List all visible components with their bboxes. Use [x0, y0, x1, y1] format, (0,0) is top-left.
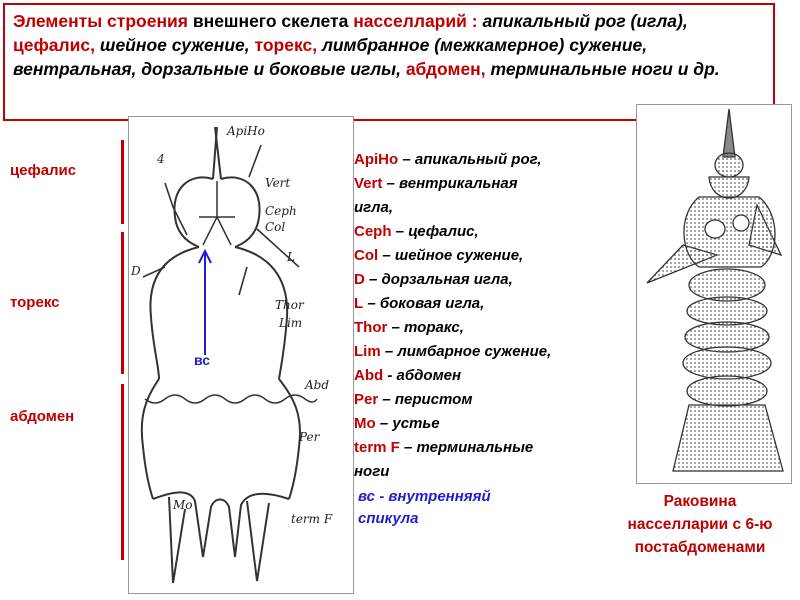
legend-desc: игла, — [354, 199, 394, 216]
legend-desc: устье — [392, 415, 440, 432]
caption-line: постабдоменами — [634, 539, 766, 556]
shell-drawing — [637, 105, 791, 483]
legend-abbr: Mo — [354, 415, 376, 432]
legend-sep: – — [375, 415, 393, 432]
legend-item — [354, 220, 624, 244]
legend-item — [354, 268, 624, 292]
legend-abbr: Lim — [354, 343, 381, 360]
legend-abbr: D — [354, 271, 365, 288]
label-mo: Mo — [173, 498, 193, 512]
legend-abbr: L — [354, 295, 364, 312]
figure-number: 4 — [157, 152, 165, 166]
legend-abbr: Col — [354, 247, 379, 264]
label-d: D — [131, 264, 141, 278]
legend-desc: боковая игла, — [379, 295, 485, 312]
legend-list — [354, 148, 624, 484]
vs-note — [358, 486, 598, 530]
legend-abbr: Ceph — [354, 223, 392, 240]
label-per: Per — [299, 430, 320, 444]
thorax-bar — [121, 232, 124, 374]
legend-item — [354, 460, 624, 484]
legend-item — [354, 292, 624, 316]
legend-item — [354, 364, 624, 388]
legend-abbr: term F — [354, 439, 400, 456]
label-cephalis: цефалис — [10, 162, 77, 179]
legend-item — [354, 388, 624, 412]
legend-desc: апикальный рог, — [414, 151, 542, 168]
title-part: терминальные ноги — [490, 59, 673, 79]
legend-desc: ноги — [354, 463, 390, 480]
legend-item — [354, 436, 624, 460]
legend-desc: абдомен — [396, 367, 462, 384]
legend-abbr: Per — [354, 391, 379, 408]
legend-sep: – — [398, 151, 415, 168]
legend-desc: перистом — [394, 391, 473, 408]
title-part: апикальный рог (игла), — [482, 11, 688, 31]
label-apiho: ApiHo — [227, 124, 265, 138]
label-abdomen: абдомен — [10, 408, 75, 425]
legend-abbr: Abd — [354, 367, 384, 384]
title-part: насселларий : — [353, 11, 478, 31]
legend-sep: – — [378, 391, 395, 408]
title-part: торекс, — [254, 35, 318, 55]
label-term: term F — [291, 512, 333, 526]
legend-abbr: ApiHo — [354, 151, 399, 168]
label-thorax: торекс — [10, 294, 60, 311]
label-vert: Vert — [265, 176, 291, 190]
shell-caption — [600, 490, 800, 559]
legend-abbr: Thor — [354, 319, 388, 336]
title-part: цефалис, — [13, 35, 96, 55]
legend-desc: цефалис, — [408, 223, 479, 240]
label-thor: Thor — [275, 298, 304, 312]
shell-illustration — [636, 104, 792, 484]
title-part: Элементы строения — [13, 11, 188, 31]
legend-desc: терминальные — [416, 439, 534, 456]
label-l: L — [287, 250, 295, 264]
legend-abbr: Vert — [354, 175, 383, 192]
legend-desc: дорзальная игла, — [381, 271, 513, 288]
cephalis-bar — [121, 140, 124, 224]
caption-line: насселларии с 6-ю — [627, 516, 773, 533]
legend-item — [354, 412, 624, 436]
diagram-drawing — [129, 117, 353, 593]
title-part: абдомен, — [405, 59, 486, 79]
legend-sep: - — [383, 367, 397, 384]
legend-item — [354, 196, 624, 220]
label-abd: Abd — [305, 378, 330, 392]
legend-desc: шейное сужение, — [394, 247, 524, 264]
legend-desc: лимбарное сужение, — [397, 343, 552, 360]
title-part: внешнего скелета — [192, 11, 349, 31]
legend-sep: – — [364, 271, 382, 288]
legend-sep: – — [363, 295, 380, 312]
title-part: лимбранное (межкамерное) сужение, вентральная, дорзальные и боковые иглы, — [13, 35, 648, 79]
legend-item — [354, 148, 624, 172]
title-part: и др. — [677, 59, 720, 79]
legend-desc: торакс, — [404, 319, 464, 336]
label-lim: Lim — [279, 316, 303, 330]
vs-note-line: вс - внутренняяй — [358, 488, 491, 505]
legend-item — [354, 340, 624, 364]
legend-item — [354, 316, 624, 340]
label-ceph: Ceph — [265, 204, 297, 218]
legend-desc: вентрикальная — [399, 175, 518, 192]
legend-sep: – — [378, 247, 395, 264]
legend-sep: – — [399, 439, 417, 456]
legend-sep: – — [380, 343, 398, 360]
legend-item — [354, 244, 624, 268]
legend-sep: – — [391, 223, 409, 240]
legend-sep: – — [387, 319, 405, 336]
abdomen-bar — [121, 384, 124, 560]
vs-note-line: спикула — [358, 510, 419, 527]
vs-label: вс — [194, 352, 211, 368]
label-col: Col — [265, 220, 286, 234]
caption-line: Раковина — [663, 493, 737, 510]
legend-sep: – — [382, 175, 400, 192]
legend-item — [354, 172, 624, 196]
nassellarian-diagram — [128, 116, 354, 594]
title-part: шейное сужение, — [99, 35, 250, 55]
